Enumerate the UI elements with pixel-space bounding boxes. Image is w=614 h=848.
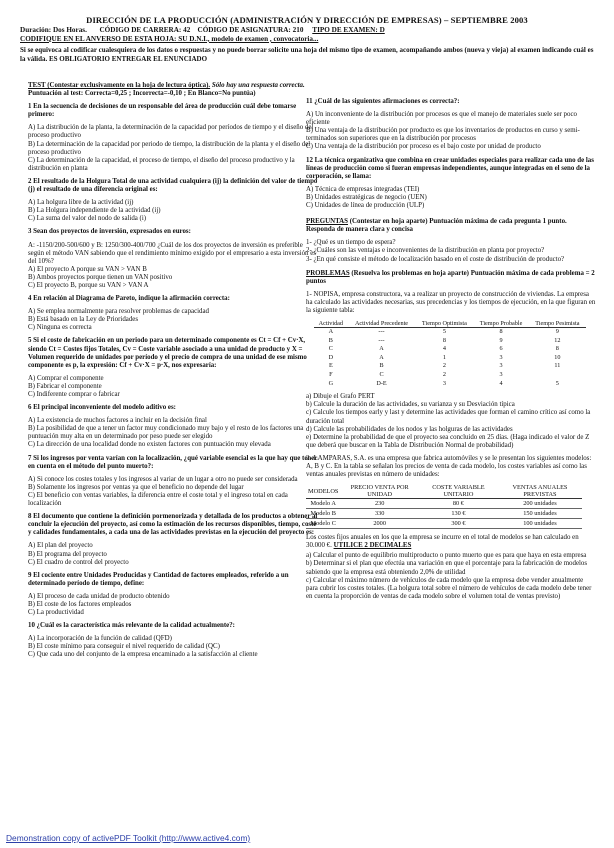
left-question-10 [28,622,318,659]
table-cell: 1 [442,353,446,361]
test-intro [28,82,318,98]
problemas-heading [306,270,596,286]
answer-option: B) La posibilidad de que a tener un factor muy condicionado muy bajo y el resto de los factores una puntuación muy alta en un determinado por peso puede ser elegido [28,425,304,441]
activities-header-cell: Actividad Precedente [348,320,416,328]
left-question-3 [28,228,318,290]
right-question-list [306,98,596,210]
problem-2-fixed-costs: Los costes fijos anuales en los que la empresa se incurre en el total de modelos se han calculado en 30.000 €. [306,534,579,550]
problem-1-task: d) Calcule las probabilidades de los nodos y las holguras de las actividades [306,425,513,433]
career-code-label: CÓDIGO DE CARRERA: 42 [99,26,191,34]
table-cell: B [328,336,333,344]
table-cell: 9 [499,336,503,344]
answer-option: B) Ambos proyectos porque tienen un VAN positivo [28,273,173,281]
table-cell: 3 [499,371,503,379]
warning-text: Si se equivoca al codificar cualesquiera de los datos o respuestas y no puede borrar solicite una hoja del mismo tipo de examen, acompañando ambos (nueva y vieja) al examen indicando cuál es la válida. ES OBLIGATORIO ENTREGAR EL ENUNCIADO [20,46,594,63]
subject-code-label: CÓDIGO DE ASIGNATURA: 210 [197,26,304,34]
table-row [314,354,586,363]
models-header-cell: PRECIO VENTA POR UNIDAD [340,484,418,499]
problem-2-task: c) Calcular el máximo número de vehículos de cada modelo que la empresa debe vender anualmente para cubrir los costes totales. (La holgura total sobre el número de vehículos de cada modelo debe tener en cuenta la proporción de ventas de cada modelo sobre el volumen total de ventas previsto) [306,576,592,600]
question-text: 12 La técnica organizativa que combina en crear unidades especiales para realizar cada uno de las líneas de producción como si fueran empresas independientes, aunque integradas en el seno de la corporación, se llama: [306,156,594,180]
table-cell: 2 [442,371,446,379]
problemas-heading-a: PROBLEMAS [306,269,350,277]
answer-option: A) El plan del proyecto [28,542,93,550]
answer-option: A) Un inconveniente de la distribución por procesos es que el manejo de materiales suele ser poco eficiente [306,111,577,127]
footer-watermark-link[interactable]: Demonstration copy of activePDF Toolkit (http://www.active4.com) [6,833,251,843]
problem-1-intro: 1- NOPISA, empresa constructora, va a realizar un proyecto de construcción de viviendas. La empresa ha calculado las actividades necesarias, sus precedencias y los tiempos de ejecución, en la que figuran en la siguiente tabla: [306,290,596,314]
answer-option: A) Se emplea normalmente para resolver problemas de capacidad [28,308,209,316]
answer-option: A: -1150/200-500/600 y B: 1250/300-400/700 ¿Cuál de los dos proyectos de inversión es preferible según el método VAN sabiendo que el rendimiento mínimo exigido por el empresario a esta inversión es del 10%? [28,241,316,265]
right-question-2 [306,157,596,211]
table-row [306,499,582,509]
left-question-list [28,103,318,659]
answer-option: A) La incorporación de la función de calidad (QFD) [28,635,172,643]
answer-option: C) Ninguna es correcta [28,324,92,332]
table-row [314,362,586,371]
table-cell: 130 € [419,509,498,519]
answer-option: B) Unidades estratégicas de negocio (UEN) [306,193,427,201]
answer-option: C) Indiferente comprar o fabricar [28,391,120,398]
table-cell: 5 [442,328,446,336]
table-cell: 3 [499,362,503,370]
question-text: 2 El resultado de la Holgura Total de una actividad cualquiera (ij) la definición del valor de tiempo (j) el resultado de una diferencia original es: [28,177,318,194]
table-cell: 300 € [419,519,498,529]
header-line-1 [20,26,600,35]
table-cell: C [328,345,333,353]
problem-2-task: a) Calcular el punto de equilibrio multiproducto o punto muerto que es para que haya en esta empresa [306,552,587,560]
preguntas-heading-b: (Contestar en hoja aparte) Puntuación máxima de cada pregunta 1 punto. Responda de manera clara y concisa [306,218,567,234]
table-cell: 150 unidades [498,509,582,519]
answer-option: B) Está basado en la Ley de Prioridades [28,316,139,324]
table-cell: 2 [442,362,446,370]
table-row [314,345,586,354]
question-text: 7 Si los ingresos por venta varían con la localización, ¿qué variable esencial es la que hay que tener en cuenta en el método del punto muerto?: [28,454,318,470]
test-intro-c: Puntuación al test: Correcta=0,25 ; Incorrecta=-0,10 ; En Blanco=No puntúa) [28,90,256,98]
question-text: 5 Si el coste de fabricación en un periodo para un determinado componente es Ct = Cf + Cv·X, siendo Ct = Costes fijos Totales, Cv = Coste variable asociado a una unidad de producto y X = Volumen requerido de unidades por período y el precio de compra de una unidad de ese mismo componente es p, la expresión: Cf + Cv·X = p·X, nos expresaría: [28,337,307,369]
answer-option: A) El proceso de cada unidad de producto obtenido [28,592,170,600]
answer-option: C) El cuadro de control del proyecto [28,558,129,566]
activities-header-cell: Actividad [314,320,348,328]
table-cell: 230 [340,499,418,509]
table-cell: A [328,328,334,336]
problemas-heading-b: (Resuelva los problemas en hoja aparte) Puntuación máxima de cada problema = 2 puntos [306,269,595,285]
left-question-2 [28,178,318,223]
left-question-9 [28,572,318,617]
answer-option: A) La existencia de muchos factores a incluir en la decisión final [28,417,207,425]
left-question-4 [28,295,318,332]
table-cell: D [328,353,334,361]
models-header-cell: MODELOS [306,484,340,499]
table-row [314,371,586,380]
models-table-body [306,499,582,529]
activities-table-body [314,328,586,389]
problem-1-tasks [306,393,596,450]
problem-2-text [306,534,596,550]
table-cell: Modelo B [306,509,340,519]
table-cell: 6 [499,345,503,353]
table-cell: 8 [555,345,559,353]
problem-1-task: b) Calcule la duración de las actividades, su varianza y su Desviación típica [306,401,515,409]
answer-option: B) Una ventaja de la distribución por producto es que los inventarios de productos en curso y semi-terminados son superiores que en la distribución por procesos [306,127,580,143]
table-cell: E [328,362,333,370]
models-table-header [306,484,582,499]
question-text: 4 En relación al Diagrama de Pareto, indique la afirmación correcta: [28,295,230,303]
answer-option: B) El coste de los factores empleados [28,600,132,608]
answer-option: A) La distribución de la planta, la determinación de la capacidad por períodos de tiempo y el diseño del proceso productivo [28,124,314,140]
answer-option: B) La determinación de la capacidad por periodo de tiempo, la distribución de la planta y el diseño del proceso productivo [28,140,311,156]
problem-2-tasks [306,552,596,601]
left-question-7 [28,455,318,509]
activities-header-cell: Tiempo Pesimista [529,320,586,328]
exam-header [20,26,600,43]
table-cell: 3 [499,353,503,361]
table-cell: 8 [442,336,446,344]
answer-option: A) Comprar el componente [28,374,104,382]
models-header-cell: VENTAS ANUALES PREVISTAS [498,484,582,499]
preguntas-list [306,239,596,263]
table-cell: 200 unidades [498,499,582,509]
table-cell: 12 [554,336,561,344]
answer-option: C) La determinación de la capacidad, el proceso de tiempo, el diseño del proceso productivo y la distribución en planta [28,156,295,172]
table-row [314,328,586,337]
table-cell: 8 [499,328,503,336]
left-question-8 [28,513,318,567]
answer-option: B) Fabricar el componente [28,382,102,390]
test-intro-a: TEST (Contestar exclusivamente en la hoja de lectura óptica). [28,82,211,89]
left-question-6 [28,404,318,449]
problem-1-task: e) Determine la probabilidad de que el proyecto sea concluido en 25 días. (Haga indicado el valor de Z que deberá que buscar en la Tabla de Distribución Normal de probabilidad) [306,433,590,449]
activities-table-header [314,320,586,328]
question-text: 11 ¿Cuál de las siguientes afirmaciones es correcta?: [306,98,460,105]
table-cell: 11 [554,362,561,370]
table-cell: 330 [340,509,418,519]
table-cell: 5 [555,379,559,387]
activities-header-cell: Tiempo Optimista [415,320,473,328]
table-cell: 80 € [419,499,498,509]
answer-option: A) Si conoce los costes totales y los ingresos al variar de un lugar a otro no puede ser considerada [28,475,298,483]
table-cell: 10 [554,353,561,361]
problem-1-task: a) Dibuje el Grafo PERT [306,393,375,401]
table-cell: Modelo A [306,499,340,509]
problem-2-decimals-note: UTILICE 2 DECIMALES [333,542,412,550]
left-question-5 [28,337,318,399]
table-cell: 100 unidades [498,519,582,529]
table-cell: Modelo C [306,519,340,529]
duration-label: Duración: Dos Horas. [20,26,87,34]
models-table [306,484,582,529]
answer-option: C) La dirección de una localidad donde no existen factores con puntuación muy elevada [28,441,271,449]
table-cell: --- [378,336,385,344]
table-cell: 4 [499,379,503,387]
answer-option: C) El beneficio con ventas variables, la diferencia entre el coste total y el ingreso total en cada localización [28,491,288,508]
table-cell: A [379,345,384,353]
answer-option: A) La holgura libre de la actividad (ij) [28,199,134,207]
question-text: 10 ¿Cuál es la característica más relevante de la calidad actualmente?: [28,622,235,630]
answer-option: C) La suma del valor del nodo de salida (i) [28,215,147,223]
right-question-1 [306,98,596,152]
problem-1-task: c) Calcule los tiempos early y last y determine las actividades que forman el camino crítico así como la duración total [306,409,591,425]
pregunta-item: 1- ¿Qué es un tiempo de espera? [306,239,396,247]
activities-table [314,320,586,388]
table-row [314,380,586,389]
answer-option: C) La productividad [28,609,84,617]
question-text: 8 El documento que contiene la definición pormenorizada y detallada de los productos a obtener al concluir la ejecución del proyecto, así como la estimación de los recursos disponibles, tiempo, coste y calidades fundamentales, a cada una de las actividades previstas en la ejecución del proyecto es: [28,513,318,537]
answer-option: B) La Holgura independiente de la actividad (ij) [28,207,161,215]
preguntas-heading [306,218,596,234]
test-intro-b: Sólo hay una respuesta correcta. [211,82,305,89]
answer-option: C) Una ventaja de la distribución por proceso es el bajo coste por unidad de producto [306,143,541,151]
answer-option: B) El programa del proyecto [28,550,107,558]
activities-header-cell: Tiempo Probable [473,320,528,328]
table-row [306,519,582,529]
right-column [306,94,596,601]
exam-type-label: TIPO DE EXAMEN: D [312,26,385,34]
question-text: 9 El cociente entre Unidades Producidas y Cantidad de factores empleados, referido a un determinado período de tiempo, define: [28,571,289,587]
table-cell: 2000 [340,519,418,529]
question-text: 1 En la secuencia de decisiones de un responsable del área de producción cuál debe tomarse primero: [28,103,297,119]
answer-option: B) Solamente los ingresos por ventas ya que el beneficio no depende del lugar [28,483,244,491]
table-cell: B [379,362,384,370]
pregunta-item: 3- ¿En qué consiste el método de localización basado en el coste de distribución de producto? [306,255,565,263]
table-row [314,337,586,346]
answer-option: C) El proyecto B, porque su VAN > VAN A [28,281,149,289]
table-cell: 9 [555,328,559,336]
table-cell: 3 [442,379,446,387]
answer-option: B) El coste mínimo para conseguir el nivel requerido de calidad (QC) [28,643,220,651]
answer-option: A) El proyecto A porque su VAN > VAN B [28,265,147,273]
left-question-1 [28,103,318,173]
header-line-2: CODIFIQUE EN EL ANVERSO DE ESTA HOJA: SU D.N.I., modelo de examen , convocatoria... [20,34,319,43]
answer-option: C) Que cada uno del conjunto de la empresa encaminado a la satisfacción al cliente [28,651,258,659]
table-cell: F [329,371,333,379]
answer-option: C) Unidades de línea de producción (ULP) [306,202,425,210]
table-cell: D-E [376,379,387,387]
left-column [28,82,318,665]
pregunta-item: 2- ¿Cuáles son las ventajas e inconvenientes de la distribución en planta por proyecto? [306,247,545,255]
question-text: 6 El principal inconveniente del modelo aditivo es: [28,404,176,412]
table-cell: --- [378,328,385,336]
table-cell: 4 [442,345,446,353]
models-header-cell: COSTE VARIABLE UNITARIO [419,484,498,499]
question-text: 3 Sean dos proyectos de inversión, expresados en euros: [28,228,191,236]
table-cell: A [379,353,384,361]
preguntas-heading-a: PREGUNTAS [306,218,348,226]
table-cell: C [379,371,384,379]
table-cell: G [328,379,334,387]
problem-2-intro: 2- LAMPARAS, S.A. es una empresa que fabrica automóviles y se le presentan los siguientes modelos: A, B y C. En la tabla se señalan los precios de venta de cada modelo, los costes variables así como las ventas anuales previstas en número de unidades: [306,454,592,479]
table-row [306,509,582,519]
problem-2-task: b) Determinar si el plan que efectúa una variación en que el porcentaje para la fabricación de modelos sabiendo que la empresa está obteniendo 2,0% de utilidad [306,560,588,576]
page-title: DIRECCIÓN DE LA PRODUCCIÓN (ADMINISTRACIÓN Y DIRECCIÓN DE EMPRESAS) – SEPTIEMBRE 2003 [86,15,528,25]
table-cell [529,371,586,380]
answer-option: A) Técnica de empresas integradas (TEI) [306,185,420,193]
